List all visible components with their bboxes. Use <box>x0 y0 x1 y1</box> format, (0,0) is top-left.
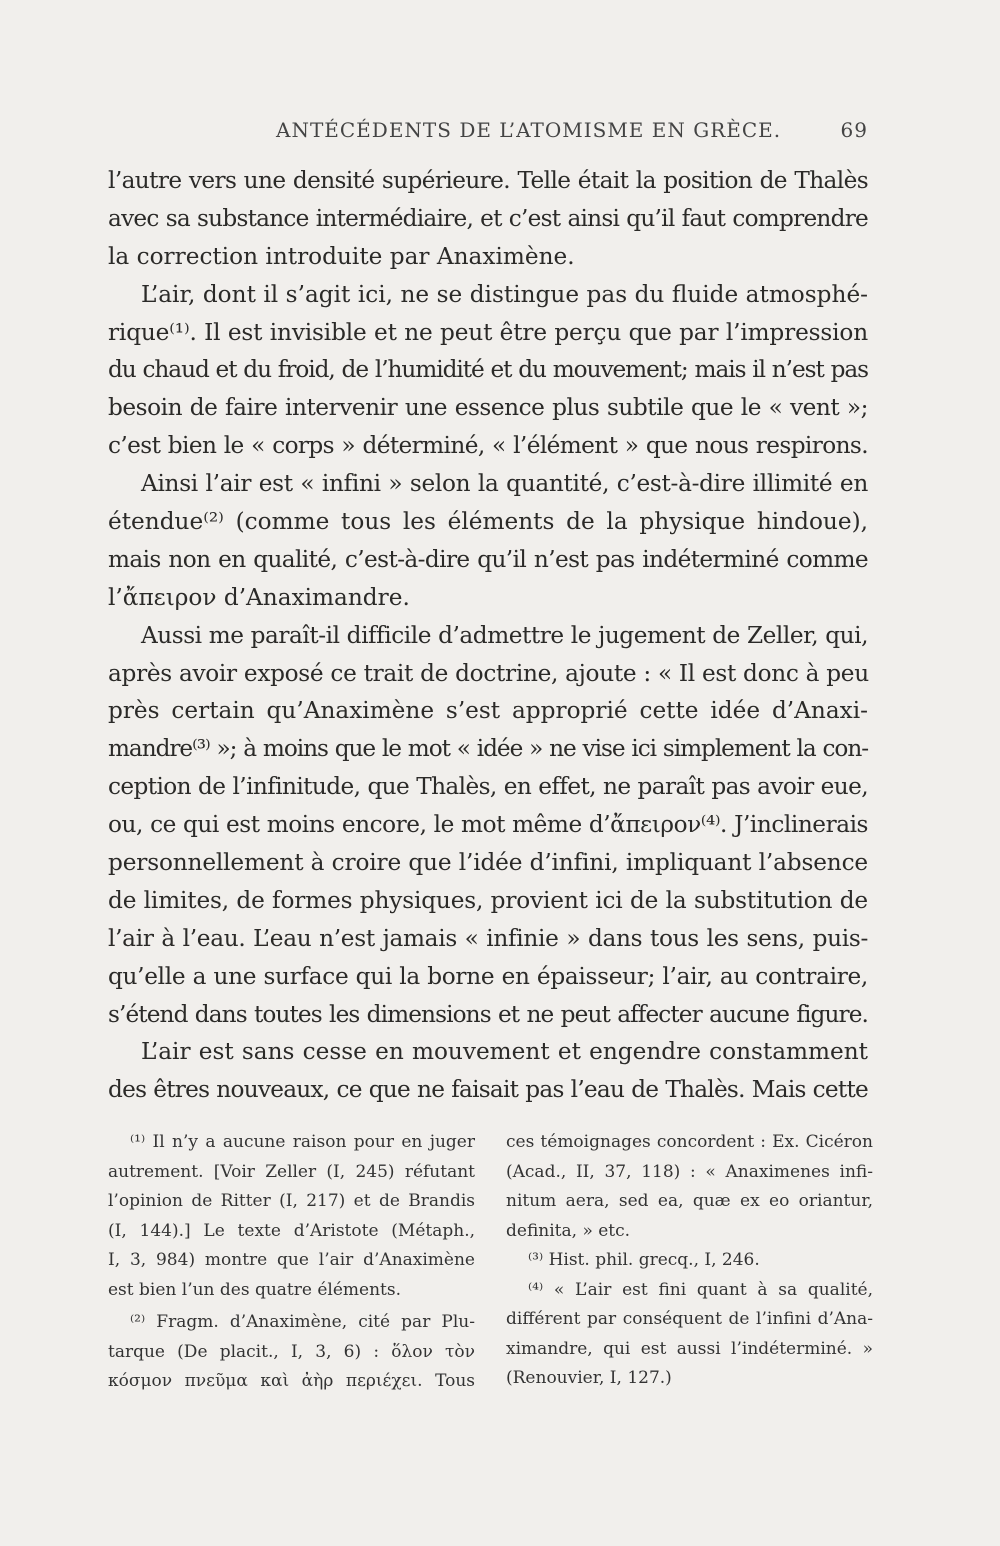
text-line: l’ἄπειρον d’Anaximandre. <box>108 583 410 611</box>
text-line: après avoir exposé ce trait de doctrine, ajoute : « Il est donc à peu <box>108 659 869 687</box>
footnote-line: ⁽²⁾ Fragm. d’Anaximène, cité par Plu- <box>130 1312 475 1332</box>
text-line: avec sa substance intermédiaire, et c’est ainsi qu’il faut comprendre <box>108 204 868 232</box>
footnote-line: l’opinion de Ritter (I, 217) et de Brandis <box>108 1191 475 1211</box>
footnote-line: ⁽³⁾ Hist. phil. grecq., I, 246. <box>528 1250 760 1270</box>
running-head-title: ANTÉCÉDENTS DE L’ATOMISME EN GRÈCE. <box>276 118 782 142</box>
text-line: qu’elle a une surface qui la borne en épaisseur; l’air, au contraire, <box>108 962 868 990</box>
text-line: ou, ce qui est moins encore, le mot même d’ἄπειρον⁽⁴⁾. J’inclinerais <box>108 811 868 839</box>
text-line: Ainsi l’air est « infini » selon la quantité, c’est-à-dire illimité en <box>141 470 868 498</box>
footnote-line: (Renouvier, I, 127.) <box>506 1368 672 1388</box>
text-line: étendue⁽²⁾ (comme tous les éléments de la physique hindoue), <box>108 508 868 536</box>
footnote-line: κόσμον πνεῦμα καὶ ἀὴρ περιέχει. Tous <box>108 1371 475 1391</box>
text-line: L’air est sans cesse en mouvement et engendre constamment <box>141 1038 868 1066</box>
text-line: Aussi me paraît-il difficile d’admettre le jugement de Zeller, qui, <box>141 621 868 649</box>
footnote-line: (I, 144).] Le texte d’Aristote (Métaph., <box>108 1220 475 1241</box>
footnotes-left-column <box>108 1128 475 1397</box>
footnote-line: nitum aera, sed ea, quæ ex eo oriantur, <box>506 1191 873 1211</box>
text-line: du chaud et du froid, de l’humidité et du mouvement; mais il n’est pas <box>108 356 868 384</box>
text-line: près certain qu’Anaximène s’est approprié cette idée d’Anaxi- <box>108 697 868 725</box>
text-line: c’est bien le « corps » déterminé, « l’élément » que nous respirons. <box>108 432 868 460</box>
footnote-line: autrement. [Voir Zeller (I, 245) réfutant <box>108 1161 475 1182</box>
footnote-line: (Acad., II, 37, 118) : « Anaximenes infi- <box>506 1161 873 1182</box>
text-line: ception de l’infinitude, que Thalès, en effet, ne paraît pas avoir eue, <box>108 773 868 801</box>
text-line: l’air à l’eau. L’eau n’est jamais « infinie » dans tous les sens, puis- <box>108 924 868 952</box>
text-line: s’étend dans toutes les dimensions et ne peut affecter aucune figure. <box>108 1000 868 1028</box>
text-line: L’air, dont il s’agit ici, ne se distingue pas du fluide atmosphé- <box>141 280 868 308</box>
footnote-line: I, 3, 984) montre que l’air d’Anaximène <box>108 1250 475 1270</box>
footnote-line: ces témoignages concordent : Ex. Cicéron <box>506 1132 873 1152</box>
footnotes-right-column <box>506 1128 873 1394</box>
footnote-line: definita, » etc. <box>506 1220 631 1241</box>
footnote-line: différent par conséquent de l’infini d’Ana- <box>506 1309 873 1329</box>
main-text <box>108 162 868 1109</box>
text-line: besoin de faire intervenir une essence plus subtile que le « vent »; <box>108 394 868 422</box>
text-line: mais non en qualité, c’est-à-dire qu’il n’est pas indéterminé comme <box>108 545 868 573</box>
footnote-line: ⁽¹⁾ Il n’y a aucune raison pour en juger <box>130 1132 475 1152</box>
footnote-line: ximandre, qui est aussi l’indéterminé. » <box>506 1338 873 1359</box>
text-line: mandre⁽³⁾ »; à moins que le mot « idée » ne vise ici simplement la con- <box>108 735 868 763</box>
footnote-line: tarque (De placit., I, 3, 6) : ὅλον τὸν <box>108 1341 475 1362</box>
footnote-line: est bien l’un des quatre éléments. <box>108 1279 402 1300</box>
text-line: de limites, de formes physiques, provient ici de la substitution de <box>108 886 868 914</box>
footnote-line: ⁽⁴⁾ « L’air est fini quant à sa qualité, <box>528 1279 873 1300</box>
text-line: l’autre vers une densité supérieure. Telle était la position de Thalès <box>108 167 868 194</box>
text-line: des êtres nouveaux, ce que ne faisait pas l’eau de Thalès. Mais cette <box>108 1076 868 1104</box>
text-line: la correction introduite par Anaximène. <box>108 242 575 270</box>
text-line: rique⁽¹⁾. Il est invisible et ne peut être perçu que par l’impression <box>108 318 868 346</box>
text-line: personnellement à croire que l’idée d’infini, impliquant l’absence <box>108 849 868 877</box>
page-number: 69 <box>840 118 868 142</box>
